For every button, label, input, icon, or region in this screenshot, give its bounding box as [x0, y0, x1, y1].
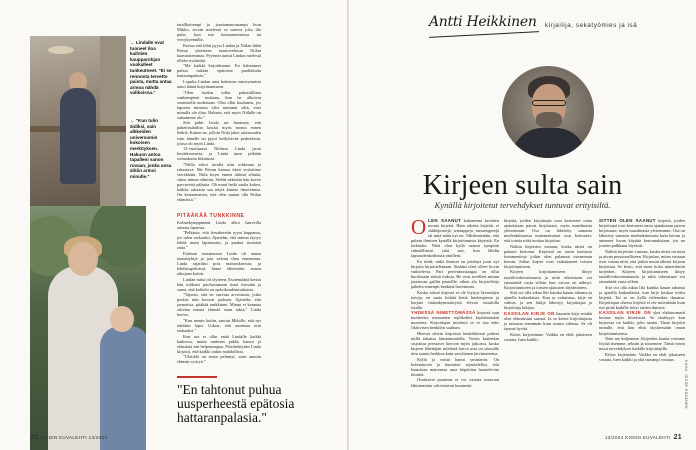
- right-page: [349, 0, 696, 450]
- paragraph-text: kahaneena kevääen monta kirjettä. Hain oiketta kirjeitä, ei sähköpostejä, watsappeja, messengerejä tai mitä näitä nyt on. Tähdennettäin, että puhun ihmisen kynällä kirjoittamista kirjeistä. En laskutäta. Niitä olen kyllä saanut tympeän sääntöllisesti siitä asti, kun lähdin lapsuudenkodistuta omilleni.: [411, 218, 499, 259]
- page-number: 20: [30, 434, 39, 441]
- column-text-2: [504, 218, 592, 342]
- paragraph: Kolmekymppinenä Linda alkoi haaveilla omasta lapsesta.: [177, 219, 261, 230]
- paragraph: Hieestä sittein kirjotista henkilöitteni puheet millä tahansa lämmimurtella. Voisin kuitenkin sisjoittaa pressaset huvoon myös jatkossa, koska kirjeen lähettäjän mielestä harva asia on siinoalle niin suurta herkkua kuin savolainen järvimaisema.: [411, 331, 499, 357]
- paragraph-text: yksi ehdottomasti kesäaa myös kiireisistä. Se tänäisyys kun kirjeessä on kaikki, joko sanan. Tämä kirjoitti minulle, että hän ehtii täyttäessään oman kirjoittamisensa.: [599, 310, 685, 336]
- subhead-paragraph: [599, 310, 685, 335]
- paragraph: "Kun menin kotiin, sanoin Mikolle, että nyt tehdään lapsi. Uskon, että onnistuu niin raskaaksi.": [177, 317, 261, 334]
- folio-magazine: 13/2024 KODIN KUVALEHTI: [604, 435, 671, 440]
- paragraph: "Me kaikki kirjoittimme. En haltanneet puhua mitään epätoista puolikkaita hattaranpalasia.": [177, 63, 261, 79]
- paragraph: Näin me kuljemme. Kirjeiden kautta voimme löytää itsemme, tekstin ja toisemme. Tämä voimi muut tervehdykset kaikille kirjoittajille.: [599, 336, 685, 352]
- paragraph: tarallkoitempi ja joustamattomampi kuin Mikko, aivoni mielessä se sanova joka ilta puhe, kun mä komaansemessa tai verryttyennilla.: [177, 22, 261, 43]
- paragraph-text: kirjessä sain moitteetta romaanien roplikeiksi kiyttämästäni murtenta. Kirjoittajan mielestä se ei ista edes fiktiivisen henkilön suuhum.: [411, 310, 500, 331]
- photo-credit: KUVA: JESSE HÄSÄNEN: [684, 360, 688, 409]
- folio-magazine: KODIN KUVALEHTI 13/2024: [41, 435, 108, 440]
- paragraph: "Tajusin, että en saavuta arvostusta, jotka peräisi niin kovasti juoksen. Ajattelin, että jasmaisia, pitäkää tunkkinne. Minun ei kannata odottaa muuta elämää siran takia," Linda kertoo.: [177, 292, 261, 318]
- column-dek: Kynällä kirjoitetut tervehdykset tuntuvat erityisiltä.: [434, 200, 611, 210]
- author-role: kirjailija, sekatyömies ja isä: [545, 22, 638, 29]
- page-number: 21: [673, 434, 682, 441]
- author-byline: [429, 14, 689, 40]
- author-portrait: [502, 66, 594, 158]
- paragraph: Kon ura ei ollut enää Lindalle kaikki kaikessa, mutta ninimen pakko kanssi ja elämästä mit helpommpaa. Päivätehtyään Linda kirjoitti, että kaikki onkin mahdollista.: [177, 333, 261, 354]
- paragraph: Näihin kirjeisiin vastaan, koska niistä on tuttu ja aivan persoonalliseen. Kirjoitan, miten vastaan ovat vastan niitä, että jotkin muun tähtasi kirjoan kirjoittaa. Se kerto, että moni koko minettimiin kirjeiden. Kirjeen kirjoittamiseen liittyy tuuttilivokiontsimuuria ja niitä oikeastaan voi ymmärtää vasta silloin.: [599, 248, 685, 285]
- paragraph: Koska näistä kirjestä ei ole löytyyt läventäjen tietoja, en saata kiittää heitä huolenpiesta ja korjata väärinkymmärrystä elevan ostraltilla totalla.: [411, 289, 499, 310]
- section-lead-in: KASSILAN KIRJE ON: [599, 310, 651, 316]
- paragraph: 12-vuotiaassa Niilassa Linda jaoni kevätkesmerta, ja Linda tunsi pitkään voimakasta liikutusta.: [177, 146, 261, 162]
- paragraph: Lindan mitta oli täytteen. Esotemäänä kertaa hän tohkaisi puolustamaan itsnä itsesään ja sanoi, että kohtelu on epäoikeudenmukaista.: [177, 276, 261, 292]
- paragraph: Erääsnä tuotannossa Linda oli annaa tunnistyhijä ja jota valvon ilma ennennnta. Linda rajatittin pois mainoskuvista, ja lehdistupälvässä hänet lähetettiin ennen aikojaan kotiin.: [177, 250, 261, 277]
- subhead-paragraph: [504, 311, 592, 331]
- paragraph: En tiedä, mikä ihmiset on pistänyt juuri nyt kirjoita kirjoittelemaan. Sinäänt oleet olleet kovin vaihtelevia. Pari perivinnastaagaa on ollut huolissaan näistä tiuksta. He ovat arvelleet minun juuttuvan grillin pastellle, eiken alu kirjotelleija pahelta ennenpit henkinä huvemmia.: [411, 258, 499, 290]
- paragraph: "Olen itsekin tullut pakottiilliina vanhempieni mukana, kun he alkoivat seurustella uudestaan. Olisi ollut kuulunen, jos lapsena minusta olisi tuntunut siltä, ettei minulla ole tilaa. Halusin, että myös Niilalle on sukuamme olo.": [177, 89, 261, 120]
- column-text-3: [599, 218, 685, 362]
- article-column-left-2: [177, 22, 261, 203]
- paragraph: Kyllä ja mistä hanni ymmärrin. On kohtuutovta ja huomioti sejanteleltin, että kaunistaa maisemaa aasa höpöttäni haastelevita ilmintä.: [411, 356, 499, 377]
- article-column-left-2b: [177, 212, 261, 365]
- pullquote: "En tahtonut puhua uusperheestä epätosia hattaranpalasia.": [177, 382, 295, 425]
- paragraph-text: kaunein kirje minkä olen elämässäni saanut. Ja se kertoi kirjoittajasta ja minusta enemmän kuin osasin odottaa. Se oli täynnä hyvää.: [504, 310, 592, 331]
- photo-caption-1: ← Lindalle ovat tuoneet iloa kaihtien kaupparohjan vuokalleet tunkeutneet. "Ei se rennosta tervetto paista, mutta antaa armoa nähdä valikoissa.": [130, 40, 172, 96]
- paragraph: Sitä voi olla aikaa liki kuinka kauan tahansa ja ajatella kaikenlaisia, kun kirje koskaa eväisi kirjettä. Tai se on kyllä viilenetkin ilmansa. Kirjoittajan ohessa kirjeitä ei ole mitenkään kuin itse pitää kaikille tietyt sätäen ihmisiä.: [599, 284, 685, 310]
- paragraph: Sitä voi olla aikaa liki kuinka kauan tahansa ja ajatella kaikenlaisia. Kun se valmistuu, kirje on valmis, ja sen lukija lähestyy kirjoittajaa ja kirjoittaja lukijaa.: [504, 290, 592, 311]
- paragraph: Kiitos kirjeistänne. Vaikka en ehdi jokaiseen vastata, luen kaikki.: [504, 331, 592, 342]
- paragraph: Osoittavet puutinaa ei voi vastata osaavani lähtimmintu vahvistavan huomentt.: [411, 377, 499, 388]
- paragraph: kirjeitä, joiden kirjoittajat ovat kertoneet omia ajatuksiaan paivat kirjoistani, myös maailmasta yleisemmin. Osa on lähetetty samasta mielenkiinnosta tuntemattomat ovat kertoneet, että toteita niitä tuottaa kirjoitan.: [504, 218, 592, 244]
- paragraph: Sitä pahti Linda sai huomata, että pakettisuhtihin koului myös monta ennen hetkiä. Kaiten ne, jolloin Niila jakoi salaisuuden vain hänelle tai pyysi hellyttävää perheiksiin, joissa oli myös Linda.: [177, 120, 261, 146]
- left-page: [0, 0, 347, 450]
- section-lead-in: KASSILAN KIRJE ON: [504, 310, 555, 316]
- paragraph-text: kirjeitä, joiden kirjoittajat ovat kertoneet omia ajatuksiaan paivat kirjoistani, myös maailmasta yleisemmin. Osa on lähetetty samasta mielenkiinnosta kuin kerran ja antaneet luvan käyttää kertomuksiaan, jos ne jostain palkkana löytävät.: [599, 218, 685, 249]
- lead-paragraph: [411, 215, 499, 259]
- pullquote-rule: [177, 376, 217, 378]
- column-headline: Kirjeen sulta sain: [422, 170, 623, 201]
- signature-underline: [429, 31, 539, 38]
- paragraph: Kertaa että kihti pyysi Lindaa ja Niilan lähtä Petraa yhteiseen tuantoveltuun Niilan kaavatatemmaa. Pyynnin tuntui Lindan mielestä olleän riyttäsiitä.: [177, 42, 261, 63]
- column-text-1: [411, 215, 500, 388]
- photo-caption-2: ← "Kun tulin äidiksi, sain alkkeiden universumin kokoisen merkityksen. Hakuon antoa tapalleni sanon ruvaan, jonka ansa älitiin armoi minulle.": [130, 118, 172, 179]
- lead-in: SITTEN OLEN SAANUT: [599, 218, 656, 223]
- author-signature: Antti Heikkinen: [429, 14, 537, 30]
- folio-right: [605, 434, 682, 441]
- section-lead-in: YHDESSÄ NIMETTÖMÄSSÄ: [411, 310, 476, 316]
- paragraph: "Pelkäsin, että fresaheretin tyyni kuppanut, jos tulen raskaaksi. Ajattelin, että minun täytyy lehdä muin läpimasrin, ja paukoi itsestäni rinta.": [177, 230, 261, 251]
- section-subhead: PITÄÄKÄÄ TUNKKINNE: [177, 213, 245, 219]
- drop-cap: O: [411, 215, 427, 239]
- lead-paragraph: [599, 218, 685, 248]
- paragraph: Kiitos kirjeistäne. Vaikka en ehdi jokaiseen vastata, luen kaikki ja yhä useampi vastaus.: [599, 351, 685, 362]
- photo-family-garden: [30, 206, 146, 450]
- paragraph: Näihin kirjeisiin vastaan, koska niistä on palaute kertonut. Kirjeissä on usein luettavia kommentteja joihin olen palannut useamman kerran. Jotkut kirjeet ovat vaikuttaneet toisten kirjoittamiseen.: [504, 243, 592, 269]
- subhead-paragraph: [411, 310, 499, 330]
- paragraph: "Niilla sekoi tavalla niin rohkeana ja rakastava. Me Petran kanssa itkeä voitottime vierekkäin. Niila koysi ennen äitinsä silmää, sitten minun silmiini. Sieldä näkisäin hän kaveo parvaveitä pähutta. Oli muut hetki saalia kokea, kaikka rakaasta saa näytä kanssa ilmorennaa. On kertaamattoa, että olen saanut olla Niilan elämässä.": [177, 161, 261, 203]
- lead-in: LEN SAANUT: [428, 218, 462, 223]
- paragraph: Lopulta Lindan oma kokemus ennetyamista autoi häntä kirjoittamiseen.: [177, 79, 261, 90]
- paragraph: Kirjeen kirjoittamiseen liittyy tuuttilivokiontsiuuria ja niitä oikeastaan voi ymmärtää vasta silloin kun vaivaa on nähnyt. Kirjoittamiseen ja toisten ajatusten löytämiseen.: [504, 269, 592, 290]
- paragraph: "Ulotiklä on ensin pelinnyt, vaan annoin elämän vyöryä.": [177, 354, 261, 365]
- photo-linda-at-home: [30, 36, 126, 212]
- folio-left: [30, 434, 107, 441]
